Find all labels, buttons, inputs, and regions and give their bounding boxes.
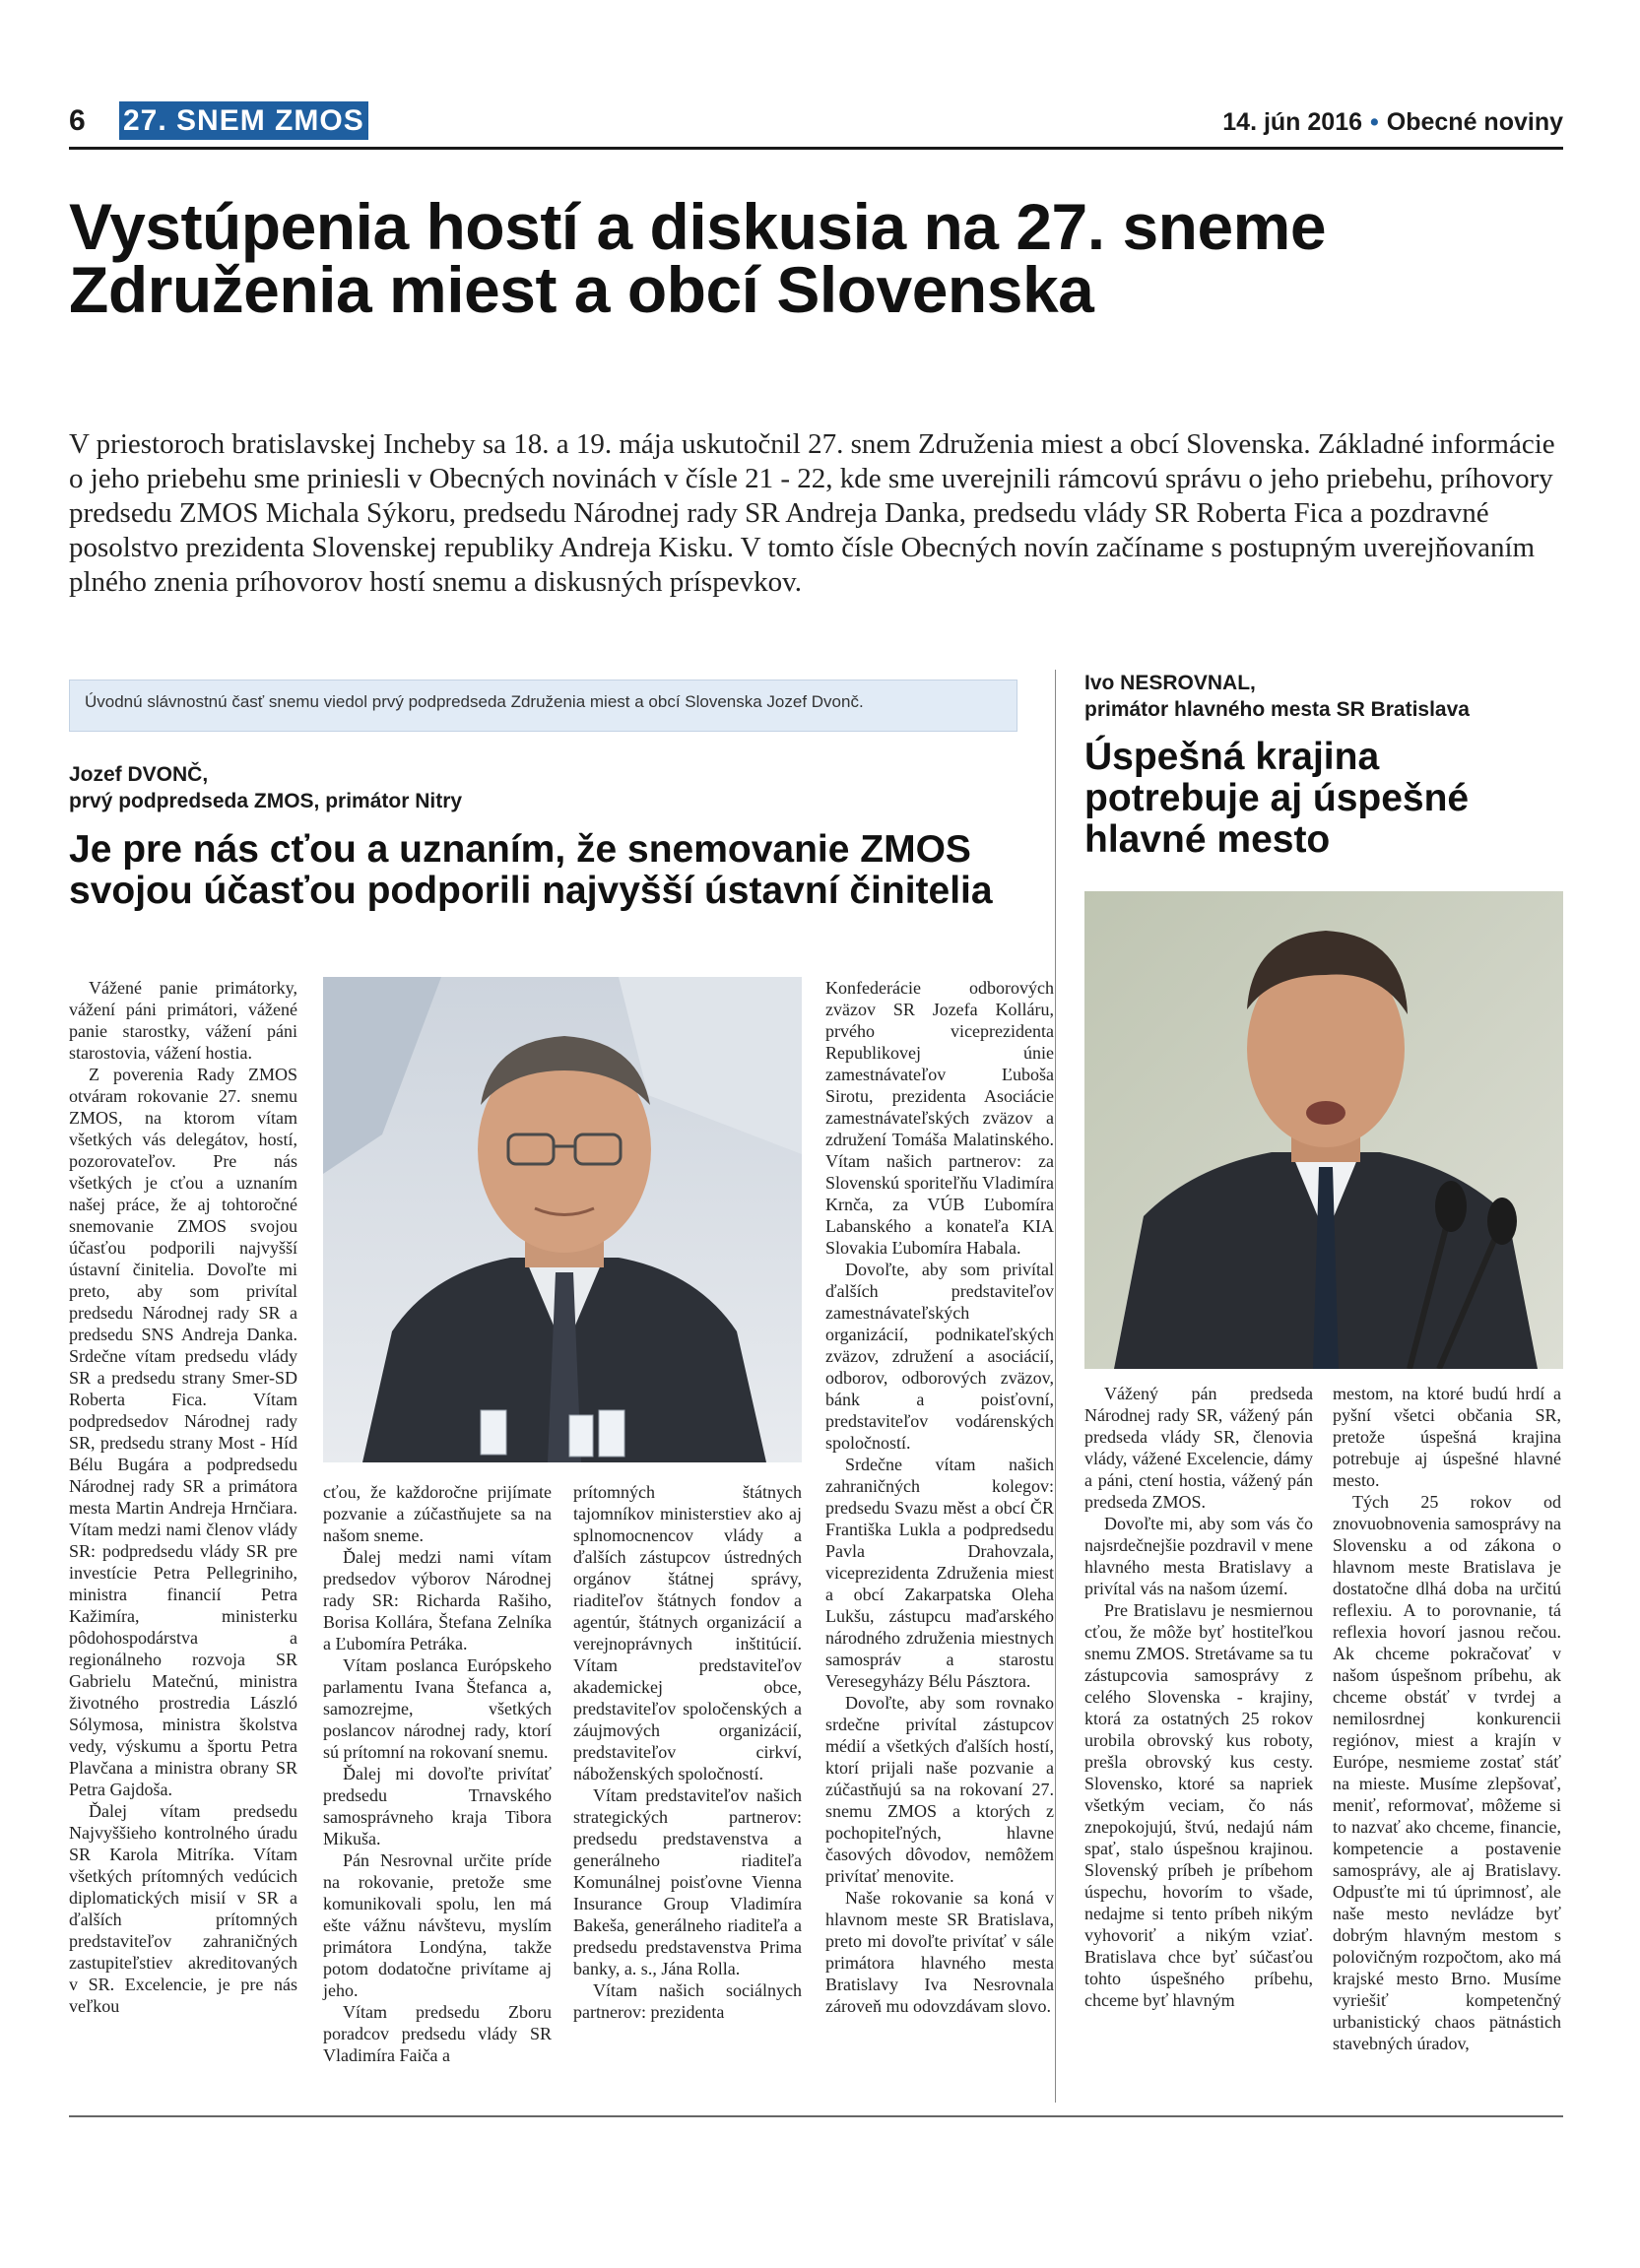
photo-jozef-dvonc: [323, 977, 802, 1462]
paragraph: Vítam predstaviteľov našich strategických partnerov: predsedu predstavenstva a generálneho riaditeľa Komunálnej poisťovne Vienna Insurance Group Vladimíra Bakeša, generálneho riaditeľa a predsedu predstavenstva Prima banky, a. s., Jána Rolla.: [573, 1785, 802, 1978]
paragraph: Ďalej vítam predsedu Najvyššieho kontrolného úradu SR Karola Mitríka. Vítam všetkých prítomných vedúcich diplomatických misií v SR a ďalších prítomných predstaviteľov zahraničných zastupiteľstiev akreditovaných v SR. Excelencie, je pre nás veľkou: [69, 1801, 297, 2016]
separator-bullet: •: [1370, 108, 1379, 136]
paragraph: Konfederácie odborových zväzov SR Jozefa Kolláru, prvého viceprezidenta Republikovej únie zamestnávateľov Ľuboša Sirotu, prezidenta Asociácie zamestnávateľských zväzov a združení Tomáša Malatinského. Vítam našich partnerov: za Slovenskú sporiteľňu Vladimíra Krnča, za VÚB Ľubomíra Labanského a konateľa KIA Slovakia Ľubomíra Habala.: [825, 978, 1054, 1258]
left-author-block: [69, 761, 1015, 814]
paragraph: Vítam našich sociálnych partnerov: prezidenta: [573, 1980, 802, 2022]
paragraph: Dovoľte, aby som rovnako srdečne privítal zástupcov médií a všetkých ďalších hostí, ktorí prijali naše pozvanie a zúčastňujú sa na rokovaní 27. snemu ZMOS a ktorých z pochopiteľných, hlavne časových dôvodov, nemôžem privítať menovite.: [825, 1693, 1054, 1886]
paragraph: Vítam poslanca Európskeho parlamentu Ivana Štefanca a, samozrejme, všetkých poslancov národnej rady, ktorí sú prítomní na rokovaní snemu.: [323, 1655, 552, 1762]
left-story-column-1: [69, 977, 297, 2080]
paragraph: Dovoľte mi, aby som vás čo najsrdečnejšie pozdravil v mene hlavného mesta Bratislavy a privítal vás na našom území.: [1084, 1514, 1313, 1598]
main-headline: Vystúpenia hostí a diskusia na 27. sneme Združenia miest a obcí Slovenska: [69, 190, 1327, 326]
portrait-illustration-2: [1084, 891, 1563, 1369]
page-number: 6: [69, 104, 86, 137]
photo-caption: Úvodnú slávnostnú časť snemu viedol prvý podpredseda Združenia miest a obcí Slovenska Jozef Dvonč.: [85, 692, 864, 711]
left-story-column-3: [573, 1481, 802, 2080]
paragraph: Vážené panie primátorky, vážení páni primátori, vážené panie starostky, vážení páni starostovia, vážení hostia.: [69, 978, 297, 1063]
paragraph: Naše rokovanie sa koná v hlavnom meste SR Bratislava, preto mi dovoľte privítať v sále primátora hlavného mesta Bratislavy Iva Nesrovnala zároveň mu odovzdávam slovo.: [825, 1888, 1054, 2016]
publication-name: Obecné noviny: [1386, 108, 1563, 136]
left-author-name: Jozef DVONČ,: [69, 763, 209, 786]
header-rule: [69, 147, 1563, 150]
section-label: 27. SNEM ZMOS: [119, 101, 368, 140]
paragraph: mestom, na ktoré budú hrdí a pyšní všetci občania SR, pretože úspešná krajina potrebuje aj úspešné hlavné mesto.: [1333, 1384, 1561, 1490]
paragraph: Vítam predsedu Zboru poradcov predsedu vlády SR Vladimíra Faiča a: [323, 2002, 552, 2065]
paragraph: Pre Bratislavu je nesmiernou cťou, že môže byť hostiteľkou snemu ZMOS. Stretávame sa tu zástupcovia samosprávy z celého Slovenska - krajiny, ktorá za ostatných 25 rokov urobila obrovský kus roboty, prešla obrovský kus cesty. Slovensko, ktoré sa napriek všetkým veciam, čo nás znepokojujú, štvú, nedajú nám spať, stalo úspešnou krajinou. Slovenský príbeh je príbehom úspechu, hovorím to všade, nedajme si tento príbeh nikým vyhovoriť a nikým vziať. Bratislava chce byť súčasťou tohto úspešného príbehu, chceme byť hlavným: [1084, 1600, 1313, 2010]
left-story-column-4: [825, 977, 1054, 2080]
lead-paragraph: V priestoroch bratislavskej Incheby sa 18. a 19. mája uskutočnil 27. snem Združenia miest a obcí Slovenska. Základné informácie o jeho priebehu sme priniesli v Obecných novinách v čísle 21 - 22, kde sme uverejnili rámcovú správu o jeho priebehu, príhovory predsedu ZMOS Michala Sýkoru, predsedu Národnej rady SR Andreja Danka, predsedu vlády SR Roberta Fica a pozdravné posolstvo prezidenta Slovenskej republiky Andreja Kisku. V tomto čísle Obecných novín začíname s postupným uverejňovaním plného znenia príhovorov hostí snemu a diskusných príspevkov.: [69, 428, 1555, 598]
right-author-name: Ivo NESROVNAL,: [1084, 672, 1256, 694]
paragraph: Ďalej mi dovoľte privítať predsedu Trnavského samosprávneho kraja Tibora Mikuša.: [323, 1764, 552, 1848]
right-author-block: [1084, 670, 1563, 723]
bottom-rule: [69, 2115, 1563, 2117]
left-author-role: prvý podpredseda ZMOS, primátor Nitry: [69, 790, 463, 812]
right-story-column-1: [1084, 1383, 1313, 2072]
paragraph: Srdečne vítam našich zahraničných kolegov: predsedu Svazu měst a obcí ČR Františka Lukla a podpredsedu Pavla Drahovzala, viceprezidenta Združenia miest a obcí Zakarpatska Oleha Lukšu, zástupcu maďarského národného združenia miestnych samospráv a starostu Veresegyházy Bélu Pásztora.: [825, 1455, 1054, 1691]
right-story-heading: Úspešná krajina potrebuje aj úspešné hlavné mesto: [1084, 736, 1470, 861]
paragraph: Dovoľte, aby som privítal ďalších predstaviteľov zamestnávateľských organizácií, podnikateľských zväzov, združení a asociácií, odborov, odborových zväzov, bánk a poisťovní, predstaviteľov vodárenských spoločností.: [825, 1260, 1054, 1453]
paragraph: Ďalej medzi nami vítam predsedov výborov Národnej rady SR: Richarda Rašiho, Borisa Kollára, Štefana Zelníka a Ľubomíra Petráka.: [323, 1547, 552, 1653]
issue-date: 14. jún 2016: [1222, 108, 1363, 136]
paragraph: Tých 25 rokov od znovuobnovenia samosprávy na Slovensku a od zákona o hlavnom meste Bratislava je dostatočne dlhá doba na určitú reflexiu. A to porovnanie, tá reflexia hovorí jasnou rečou. Ak chceme pokračovať v našom úspešnom príbehu, ak chceme obstáť v tvrdej a nemilosrdnej konkurencii regiónov, miest a krajín v Európe, nesmieme zostať stáť na mieste. Musíme zlepšovať, meniť, reformovať, môžeme si to nazvať ako chceme, financie, kompetencie a postavenie samosprávy, ale aj Bratislavy. Odpusťte mi tú úprimnosť, ale naše mesto nevládze byť dobrým hlavným mestom s polovičným rozpočtom, ako má krajské mesto Brno. Musíme vyriešiť kompetenčný urbanistický chaos pätnástich stavebných úradov,: [1333, 1492, 1561, 2053]
photo-ivo-nesrovnal: [1084, 891, 1563, 1369]
left-story-heading: Je pre nás cťou a uznaním, že snemovanie ZMOS svojou účasťou podporili najvyšší ústavní činitelia: [69, 828, 993, 912]
column-divider: [1055, 670, 1056, 2103]
paragraph: Z poverenia Rady ZMOS otváram rokovanie 27. snemu ZMOS, na ktorom vítam všetkých vás delegátov, hostí, pozorovateľov. Pre nás všetkých je cťou a uznaním našej práce, že aj tohtoročné snemovanie ZMOS svojou účasťou podporili najvyšší ústavní činitelia. Dovoľte mi preto, aby som privítal predsedu Národnej rady SR a predsedu SNS Andreja Danka. Srdečne vítam predsedu vlády SR a predsedu strany Smer-SD Roberta Fica. Vítam podpredsedov Národnej rady SR, predsedu strany Most - Híd Bélu Bugára a podpredsedu Národnej rady SR a primátora mesta Martin Andreja Hrnčiara. Vítam medzi nami členov vlády SR: podpredsedu vlády SR pre investície Petra Pellegriniho, ministra financií Petra Kažimíra, ministerku pôdohospodárstva a regionálneho rozvoja SR Gabrielu Matečnú, ministra životného prostredia László Sólymosa, ministra školstva vedy, výskumu a športu Petra Plavčana a ministra obrany SR Petra Gajdoša.: [69, 1065, 297, 1799]
paragraph: prítomných štátnych tajomníkov ministerstiev ako aj splnomocnencov vlády a ďalších zástupcov ústredných orgánov štátnej správy, riaditeľov štátnych fondov a agentúr, štátnych organizácií a verejnoprávnych inštitúcií. Vítam predstaviteľov akademickej obce, predstaviteľov spoločenských a záujmových organizácií, predstaviteľov cirkví, náboženských spoločností.: [573, 1482, 802, 1783]
paragraph: Vážený pán predseda Národnej rady SR, vážený pán predseda vlády SR, členovia vlády, vážené Excelencie, dámy a páni, ctení hostia, vážený pán predseda ZMOS.: [1084, 1384, 1313, 1512]
paragraph: Pán Nesrovnal určite príde na rokovanie, pretože sme komunikovali spolu, len má ešte vážnu návštevu, myslím primátora Londýna, takže potom dodatočne privítame aj jeho.: [323, 1850, 552, 2000]
right-story-column-2: [1333, 1383, 1561, 2072]
paragraph: cťou, že každoročne prijímate pozvanie a zúčastňujete sa na našom sneme.: [323, 1482, 552, 1545]
right-author-role: primátor hlavného mesta SR Bratislava: [1084, 698, 1470, 721]
issue-info: [1222, 108, 1563, 137]
left-story-column-2: [323, 1481, 552, 2080]
portrait-illustration: [323, 977, 802, 1462]
